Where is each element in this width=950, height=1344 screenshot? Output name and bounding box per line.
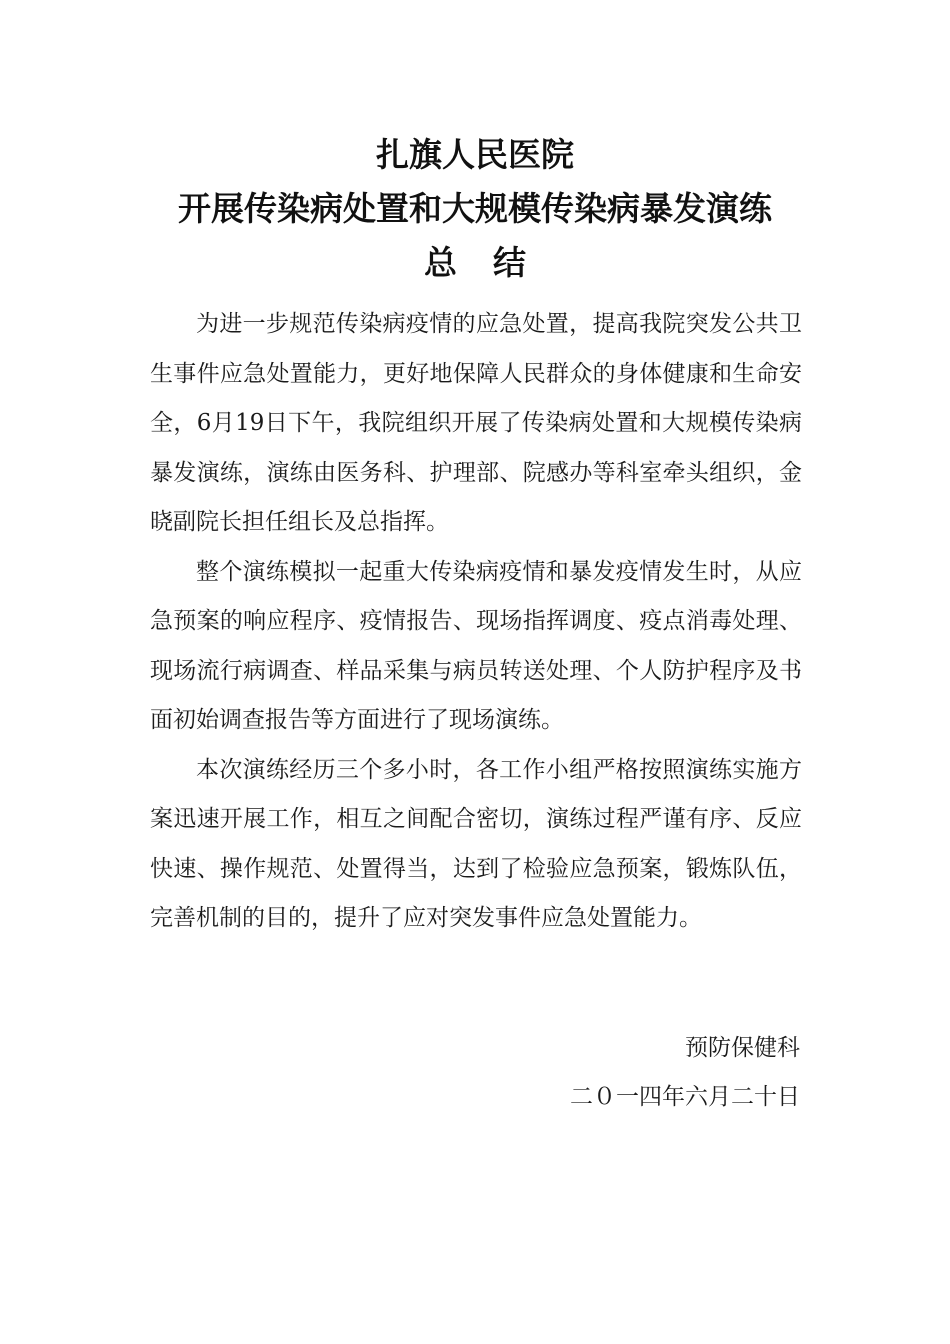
drill-title: 开展传染病处置和大规模传染病暴发演练	[178, 189, 772, 228]
document-body	[150, 300, 802, 944]
paragraph-drill-content: 整个演练模拟一起重大传染病疫情和暴发疫情发生时，从应急预案的响应程序、疫情报告、现场指挥调度、疫点消毒处理、现场流行病调查、样品采集与病员转送处理、个人防护程序及书面初始调查报告等方面进行了现场演练。	[150, 558, 802, 733]
signature-department: 预防保健科	[685, 1035, 800, 1061]
signature-date: 二０一四年六月二十日	[570, 1084, 800, 1110]
paragraph-intro: 为进一步规范传染病疫情的应急处置，提高我院突发公共卫生事件应急处置能力，更好地保障人民群众的身体健康和生命安全，6月19日下午，我院组织开展了传染病处置和大规模传染病暴发演练，演练由医务科、护理部、院感办等科室牵头组织，金晓副院长担任组长及总指挥。	[150, 311, 802, 535]
summary-heading: 总结	[424, 243, 562, 282]
signature-block	[570, 1024, 800, 1122]
document-title	[120, 128, 830, 290]
paragraph-conclusion: 本次演练经历三个多小时，各工作小组严格按照演练实施方案迅速开展工作，相互之间配合密切，演练过程严谨有序、反应快速、操作规范、处置得当，达到了检验应急预案，锻炼队伍，完善机制的目的，提升了应对突发事件应急处置能力。	[150, 756, 802, 931]
hospital-name: 扎旗人民医院	[376, 135, 574, 174]
